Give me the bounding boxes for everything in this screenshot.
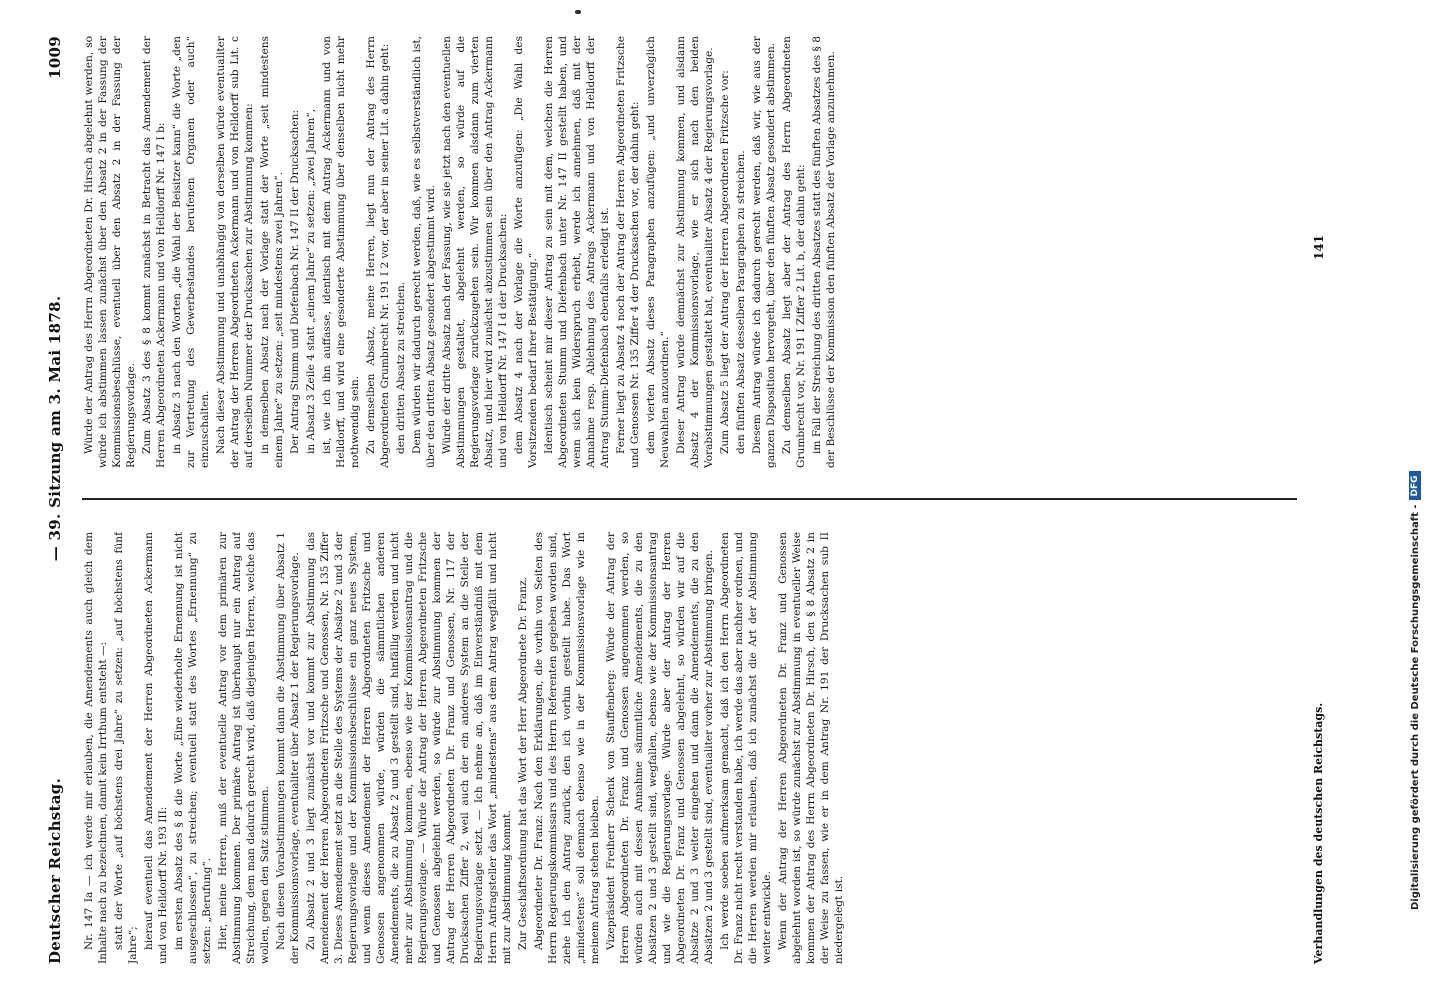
- paragraph: Zu demselben Absatz liegt aber der Antrag des Herrn Abgeordneten Grumbrecht vor, Nr. 191 I Ziffer 2 Lit. b, der dahin geht:: [781, 36, 807, 468]
- dfg-logo: DFG: [1409, 471, 1421, 500]
- signature-number: 141: [1312, 234, 1326, 260]
- paragraph: dem vierten Absatz dieses Paragraphen anzufügen: „und unverzüglich Neuwahlen anzuordnen.“: [645, 36, 671, 468]
- paragraph: Diesem Antrag würde ich dadurch gerecht werden, daß wir, wie aus der ganzen Disposition hervorgeht, über den fünften Absatz gesondert abstimmen.: [751, 36, 777, 468]
- paragraph: in Absatz 3 nach den Worten „die Wahl der Beisitzer kann“ die Worte „den zur Vertretung des Gewerbestandes berufenen Organen oder auch“ einzuschalten.: [171, 36, 211, 468]
- column-divider: [82, 499, 1297, 501]
- paragraph: Nr. 147 Ia — ich werde mir erlauben, die Amendements auch gleich dem Inhalte nach zu bezeichnen, damit kein Irrthum entsteht —:: [83, 532, 109, 964]
- paragraph: Nach dieser Abstimmung und unabhängig von derselben würde eventualiter der Antrag der Herren Abgeordneten Ackermann und von Helldorff sub Lit. c auf derselben Nummer der Drucksachen zur Abstimmung kommen:: [215, 36, 255, 468]
- paragraph: Identisch scheint mir dieser Antrag zu sein mit dem, welchen die Herren Abgeordneten Stumm und Diefenbach unter Nr. 147 II gestellt haben, und wenn sich kein Widerspruch erhebt, werde ich annehmen, daß mit der Annahme resp. Ablehnung des Antrags Ackermann und von Helldorff der Antrag Stumm-Diefenbach ebenfalls erledigt ist.: [543, 36, 611, 468]
- paragraph: Zu demselben Absatz, meine Herren, liegt nun der Antrag des Herrn Abgeordneten Grumbrecht Nr. 191 I 2 vor, der aber in seiner Lit. a dahin geht:: [365, 36, 391, 468]
- paragraph: im ersten Absatz des § 8 die Worte „Eine wiederholte Ernennung ist nicht ausgeschlossen“, zu streichen; eventuell statt des Wortes „Ernennung“ zu setzen: „Berufung“.: [173, 532, 213, 964]
- paragraph: Dem würden wir dadurch gerecht werden, daß, wie es selbstverständlich ist, über den dritten Absatz gesondert abgestimmt wird.: [411, 36, 437, 468]
- paragraph: hierauf eventuell das Amendement der Herren Abgeordneten Ackermann und von Helldorff Nr. 193 III:: [143, 532, 169, 964]
- scan-speck: [575, 10, 581, 14]
- session-title: — 39. Sitzung am 3. Mai 1878.: [46, 295, 64, 562]
- paragraph: dem Absatz 4 nach der Vorlage die Worte anzufügen: „Die Wahl des Vorsitzenden bedarf ihrer Bestätigung.“: [513, 36, 539, 468]
- page-header: [46, 36, 74, 964]
- paragraph: den fünften Absatz desselben Paragraphen zu streichen.: [735, 150, 747, 454]
- paragraph: Würde der Antrag des Herrn Abgeordneten Dr. Hirsch abgelehnt werden, so würde ich abstimmen lassen zunächst über den Absatz 2 in der Fassung der Kommissionsbeschlüsse, eventuell über den Absatz 2 in der Fassung der Regierungsvorlage.: [83, 36, 137, 468]
- paragraph: ist, wie ich ihn auffasse, identisch mit dem Antrag Ackermann und von Helldorff, und wird eine gesonderte Abstimmung über denselben nicht mehr nothwendig sein.: [321, 36, 361, 468]
- paragraph: den dritten Absatz zu streichen.: [395, 281, 407, 454]
- paragraph: Abgeordneter Dr. Franz: Nach den Erklärungen, die vorhin von Seiten des Herrn Regierungskommissars und des Herrn Referenten gegeben worden sind, ziehe ich den Antrag zurück, den ich vorhin gestellt habe. Das Wort „mindestens“ soll demnach ebenso wie in der Kommissionsvorlage wie in meinem Antrag stehen bleiben.: [533, 532, 601, 964]
- paragraph: Der Antrag Stumm und Diefenbach Nr. 147 II der Drucksachen:: [289, 109, 301, 454]
- left-column: [82, 532, 1302, 964]
- paragraph: statt der Worte „auf höchstens drei Jahre“ zu setzen: „auf höchstens fünf Jahre“;: [113, 532, 139, 964]
- paragraph: Wenn der Antrag der Herren Abgeordneten Dr. Franz und Genossen abgelehnt worden ist, so würde zunächst zur Abstimmung in eventueller Weise kommen der Antrag des Herrn Abgeordneten Dr. Hirsch, den § 8 Absatz 2 in der Weise zu fassen, wie er in dem Antrag Nr. 191 der Drucksachen sub II niedergelegt ist.: [777, 532, 845, 964]
- paragraph: Dieser Antrag würde demnächst zur Abstimmung kommen, und alsdann Absatz 4 der Kommissionsvorlage, wie er sich nach den beiden Vorabstimmungen gestaltet hat, eventualiter Absatz 4 der Regierungsvorlage.: [675, 36, 715, 468]
- paragraph: Vizepräsident Freiherr Schenk von Stauffenberg: Würde der Antrag der Herren Abgeordneten Dr. Franz und Genossen angenommen werden, so würden auch mit dessen Annahme sämmtliche Amendements, die zu den Absätzen 2 und 3 gestellt sind, wegfallen, ebenso wie der Kommissionsantrag und wie die Regierungsvorlage. Würde aber der Antrag der Herren Abgeordneten Dr. Franz und Genossen abgelehnt, so würden wir auf die Absätze 2 und 3 weiter eingehen und dann die Amendements, die zu den Absätzen 2 und 3 gestellt sind, eventualiter vorher zur Abstimmung bringen.: [605, 532, 715, 964]
- paragraph: Hier, meine Herren, muß der eventuelle Antrag vor dem primären zur Abstimmung kommen. Der primäre Antrag ist überhaupt nur ein Antrag auf Streichung, dem man dadurch gerecht wird, daß diejenigen Herren, welche das wollen, gegen den Satz stimmen.: [217, 532, 271, 964]
- paragraph: Zur Geschäftsordnung hat das Wort der Herr Abgeordnete Dr. Franz.: [517, 576, 529, 950]
- paragraph: Ich werde soeben aufmerksam gemacht, daß ich den Herrn Abgeordneten Dr. Franz nicht recht verstanden habe, ich werde das aber nachher ordnen, und die Herren werden mir erlauben, daß ich zunächst die Art der Abstimmung weiter entwickle.: [719, 532, 773, 964]
- page-number: 1009: [46, 36, 64, 79]
- dfg-credit-text: Digitalisierung gefördert durch die Deutsche Forschungsgemeinschaft -: [1409, 504, 1421, 910]
- paragraph: Ferner liegt zu Absatz 4 noch der Antrag der Herren Abgeordneten Fritzsche und Genossen Nr. 135 Ziffer 4 der Drucksachen vor, der dahin geht:: [615, 36, 641, 468]
- right-column: [82, 36, 1302, 468]
- paragraph: Nach diesen Vorabstimmungen kommt dann die Abstimmung über Absatz 1 der Kommissionsvorlage, eventualiter über Absatz 1 der Regierungsvorlage.: [275, 532, 301, 964]
- paragraph: Würde der dritte Absatz nach der Fassung, wie sie jetzt nach den eventuellen Abstimmungen gestaltet, abgelehnt werden, so würde auf die Regierungsvorlage zurückzugehen sein. Wir kommen alsdann zum vierten Absatz, und hier wird zunächst abzustimmen sein über den Antrag Ackermann und von Helldorff Nr. 147 I d der Drucksachen:: [441, 36, 509, 468]
- paragraph: in Absatz 3 Zeile 4 statt „einem Jahre“ zu setzen: „zwei Jahren“,: [305, 108, 317, 454]
- dfg-credit: [1404, 110, 1426, 910]
- paragraph: im Fall der Streichung des dritten Absatzes statt des fünften Absatzes des § 8 der Beschlüsse der Kommission den fünften Absatz der Vorlage anzunehmen.: [811, 36, 837, 468]
- paragraph: in demselben Absatz nach der Vorlage statt der Worte „seit mindestens einem Jahre“ zu setzen: „seit mindestens zwei Jahren“.: [259, 36, 285, 468]
- journal-title: Deutscher Reichstag.: [46, 777, 64, 964]
- footer-title: Verhandlungen des deutschen Reichstags.: [1312, 702, 1325, 964]
- dfg-credit-inner: [1404, 110, 1426, 910]
- paragraph: Zum Absatz 3 des § 8 kommt zunächst in Betracht das Amendement der Herren Abgeordneten Ackermann und von Helldorff Nr. 147 I b:: [141, 36, 167, 468]
- paragraph: Zum Absatz 5 liegt der Antrag der Herren Abgeordneten Fritzsche vor:: [719, 70, 731, 454]
- paragraph: Zu Absatz 2 und 3 liegt zunächst vor und kommt zur Abstimmung das Amendement der Herren Abgeordneten Fritzsche und Genossen, Nr. 135 Ziffer 3. Dieses Amendement setzt an die Stelle des Systems der Absätze 2 und 3 der Regierungsvorlage und der Kommissionsbeschlüsse ein ganz neues System, und wenn dieses Amendement der Herren Abgeordneten Fritzsche und Genossen angenommen würde, würden die sämmtlichen anderen Amendements, die zu Absatz 2 und 3 gestellt sind, hinfällig werden und nicht mehr zur Abstimmung kommen, ebenso wie der Kommissionsantrag und die Regierungsvorlage. — Würde der Antrag der Herren Abgeordneten Fritzsche und Genossen abgelehnt werden, so würde zur Abstimmung kommen der Antrag der Herren Abgeordneten Dr. Franz und Genossen, Nr. 117 der Drucksachen Ziffer 2, weil auch der ein anderes System an die Stelle der Regierungsvorlage setzt. — Ich nehme an, daß im Einverständniß mit dem Herrn Antragsteller das Wort „mindestens“ aus dem Antrag wegfällt und nicht mit zur Abstimmung kommt.: [305, 532, 513, 964]
